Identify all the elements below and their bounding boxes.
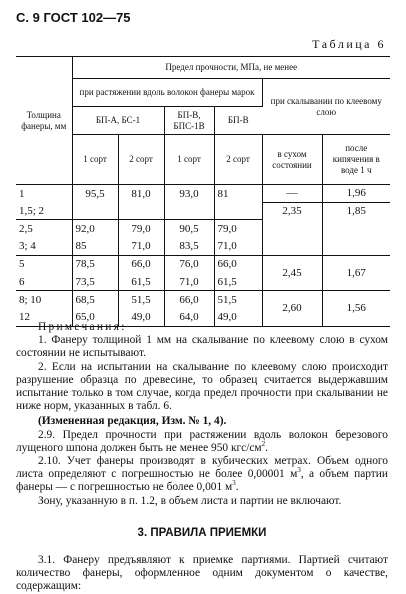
cell: 2,60 xyxy=(262,291,322,326)
tension-header: при растяжении вдоль волокон фанеры марок xyxy=(72,79,262,107)
cell: 78,5 xyxy=(72,255,118,273)
cell: 12 xyxy=(16,308,72,326)
cell: 68,5 xyxy=(72,291,118,309)
thickness-col-header: Толщина фанеры, мм xyxy=(16,57,72,185)
grade-header-1: БП-А, БС-1 xyxy=(72,107,164,135)
paragraph-3-1: 3.1. Фанеру предъявляют к приемке партиями. Партией считают количество фанеры, оформленное одним документом о качестве, содержащим: xyxy=(16,554,388,593)
edition-note: (Измененная редакция, Изм. № 1, 4). xyxy=(38,415,227,428)
cell: 1,56 xyxy=(322,291,390,326)
cell: 71,0 xyxy=(214,238,262,256)
cell: 71,0 xyxy=(118,238,164,256)
cell: 61,5 xyxy=(214,273,262,291)
grade-header-2: БП-В, БПС-1В xyxy=(164,107,214,135)
sort1-header: 1 сорт xyxy=(164,135,214,185)
sort1-header: 1 сорт xyxy=(72,135,118,185)
cell: 66,0 xyxy=(214,255,262,273)
boiled-header: после кипячения в воде 1 ч xyxy=(322,135,390,185)
paragraph-2-9: 2.9. Предел прочности при растяжении вдоль волокон березового лущеного шпона должен быть не менее 950 кгс/$см^2$. xyxy=(16,428,388,454)
cell xyxy=(164,202,214,220)
cell: 95,5 xyxy=(72,185,118,203)
cell: 85 xyxy=(72,238,118,256)
cell: 1,85 xyxy=(322,202,390,255)
cell: 73,5 xyxy=(72,273,118,291)
cell: 51,5 xyxy=(118,291,164,309)
paragraph-2-10: 2.10. Учет фанеры производят в кубических метрах. Объем одного листа определяют с погрешностью не более 0,00001 $м^3$, а объем партии фанеры — с погрешностью не более 0,001 $м^3$. xyxy=(16,455,388,494)
cell: 5 xyxy=(16,255,72,273)
cell: 2,45 xyxy=(262,255,322,290)
shear-header: при скалывании по клеевому слою xyxy=(262,79,390,135)
cell: 81 xyxy=(214,185,262,203)
cell: 1 xyxy=(16,185,72,203)
cell: 49,0 xyxy=(214,308,262,326)
note-2: 2. Если на испытании на скалывание по клеевому слою происходит разрушение образца по древесине, то образец считается выдержавшим испытание только в том случае, когда предел прочности при скалывании не ниже норм, указанных в табл. 6. xyxy=(16,360,388,413)
cell: 49,0 xyxy=(118,308,164,326)
cell xyxy=(118,202,164,220)
zone-paragraph: Зону, указанную в п. 1.2, в объем листа и партии не включают. xyxy=(38,494,342,507)
section-3-title: 3. ПРАВИЛА ПРИЕМКИ xyxy=(137,526,267,539)
cell: 66,0 xyxy=(164,291,214,309)
cell: 90,5 xyxy=(164,220,214,238)
cell: 71,0 xyxy=(164,273,214,291)
cell: 79,0 xyxy=(214,220,262,238)
notes-title: Примечания: xyxy=(38,321,127,333)
cell: 1,96 xyxy=(322,185,390,203)
table-row xyxy=(16,202,390,220)
sort2-header: 2 сорт xyxy=(214,135,262,185)
cell: 66,0 xyxy=(118,255,164,273)
cell: 76,0 xyxy=(164,255,214,273)
cell: 2,35 xyxy=(262,202,322,255)
table-row xyxy=(16,255,390,273)
cell: 79,0 xyxy=(118,220,164,238)
note-1: 1. Фанеру толщиной 1 мм на скалывание по клеевому слою в сухом состоянии не испытывают. xyxy=(16,334,388,360)
cell: 64,0 xyxy=(164,308,214,326)
document-body xyxy=(16,321,388,594)
grade-header-3: БП-В xyxy=(214,107,262,135)
cell: 81,0 xyxy=(118,185,164,203)
strength-header: Предел прочности, МПа, не менее xyxy=(72,57,390,79)
table-row xyxy=(16,291,390,309)
cell: 83,5 xyxy=(164,238,214,256)
cell xyxy=(72,202,118,220)
cell: — xyxy=(262,185,322,203)
cell: 3; 4 xyxy=(16,238,72,256)
cell: 51,5 xyxy=(214,291,262,309)
cell: 8; 10 xyxy=(16,291,72,309)
cell: 65,0 xyxy=(72,308,118,326)
cell: 92,0 xyxy=(72,220,118,238)
cell: 93,0 xyxy=(164,185,214,203)
cell xyxy=(214,202,262,220)
table-row xyxy=(16,185,390,203)
strength-table xyxy=(16,56,390,327)
cell: 1,5; 2 xyxy=(16,202,72,220)
cell: 6 xyxy=(16,273,72,291)
cell: 2,5 xyxy=(16,220,72,238)
cell: 61,5 xyxy=(118,273,164,291)
dry-header: в сухом состоянии xyxy=(262,135,322,185)
sort2-header: 2 сорт xyxy=(118,135,164,185)
table-caption: Таблица 6 xyxy=(312,37,386,51)
page-header: С. 9 ГОСТ 102—75 xyxy=(16,10,131,25)
cell: 1,67 xyxy=(322,255,390,290)
